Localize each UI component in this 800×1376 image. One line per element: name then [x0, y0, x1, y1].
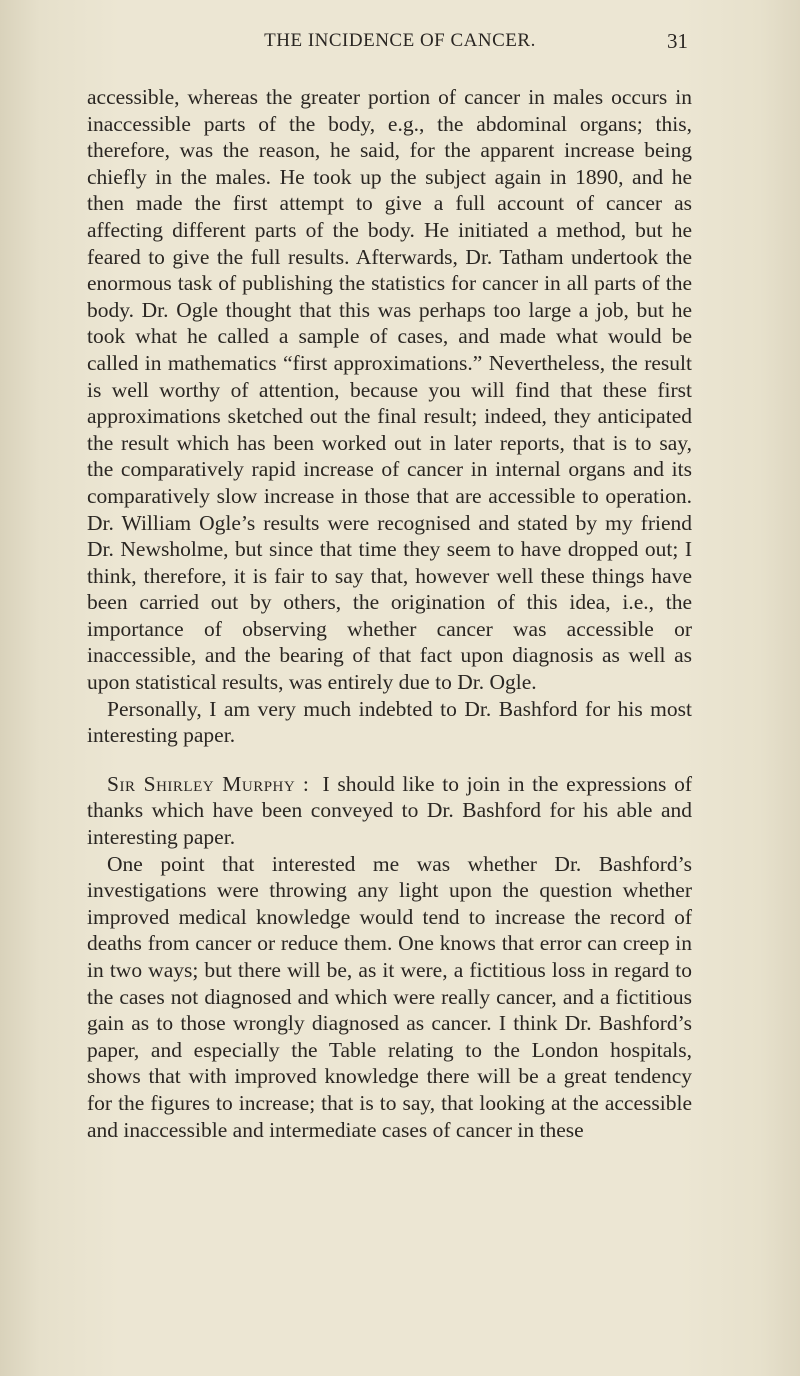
body-text [87, 84, 692, 1143]
paragraph-personally: Personally, I am very much indebted to Dr. Bashford for his most interesting paper. [87, 696, 692, 748]
speaker-colon: : [302, 771, 309, 796]
paragraph-one-point: One point that interested me was whether Dr. Bashford’s investigations were throwing any light upon the question whether improved medical knowledge would tend to increase the record of deaths from cancer or reduce them. One knows that error can creep in in two ways; but there will be, as it were, a fictitious loss in regard to the cases not diagnosed and which were really cancer, and a fictitious gain as to those wrongly diagnosed as cancer. I think Dr. Bashford’s paper, and especially the Table relating to the London hospitals, shows that with improved knowledge there will be a great tendency for the figures to increase; that is to say, that looking at the accessible and inaccessible and intermediate cases of cancer in these [87, 851, 692, 1142]
page-number: 31 [667, 29, 688, 53]
page-header [0, 30, 800, 60]
paragraph-ogle: accessible, whereas the greater portion of cancer in males occurs in inaccessible parts of the body, e.g., the abdominal organs; this, therefore, was the reason, he said, for the apparent increase being chiefly in the males. He took up the subject again in 1890, and he then made the first attempt to give a full account of cancer as affecting different parts of the body. He initiated a method, but he feared to give the full results. Afterwards, Dr. Tatham undertook the enormous task of publishing the statistics for cancer in all parts of the body. Dr. Ogle thought that this was perhaps too large a job, but he took what he called a sample of cases, and made what would be called in mathematics “first approximations.” Nevertheless, the result is well worthy of attention, because you will find that these first approximations sketched out the final result; indeed, they anticipated the result which has been worked out in later reports, that is to say, the comparatively rapid increase of cancer in internal organs and its comparatively slow increase in those that are accessible to operation. Dr. William Ogle’s results were recognised and stated by my friend Dr. Newsholme, but since that time they seem to have dropped out; I think, therefore, it is fair to say that, however well these things have been carried out by others, the origination of this idea, i.e., the importance of observing whether cancer was accessible or inaccessible, and the bearing of that fact upon diagnosis as well as upon statistical results, was entirely due to Dr. Ogle. [87, 85, 692, 695]
speaker-remark: I should like to join in the expressions of thanks which have been conveyed to Dr. Bashford for his able and interesting paper. [87, 771, 692, 850]
running-title: THE INCIDENCE OF CANCER. [264, 30, 536, 51]
speaker-name: Sir Shirley Murphy [107, 771, 296, 796]
paragraph-speaker-murphy [87, 771, 692, 851]
